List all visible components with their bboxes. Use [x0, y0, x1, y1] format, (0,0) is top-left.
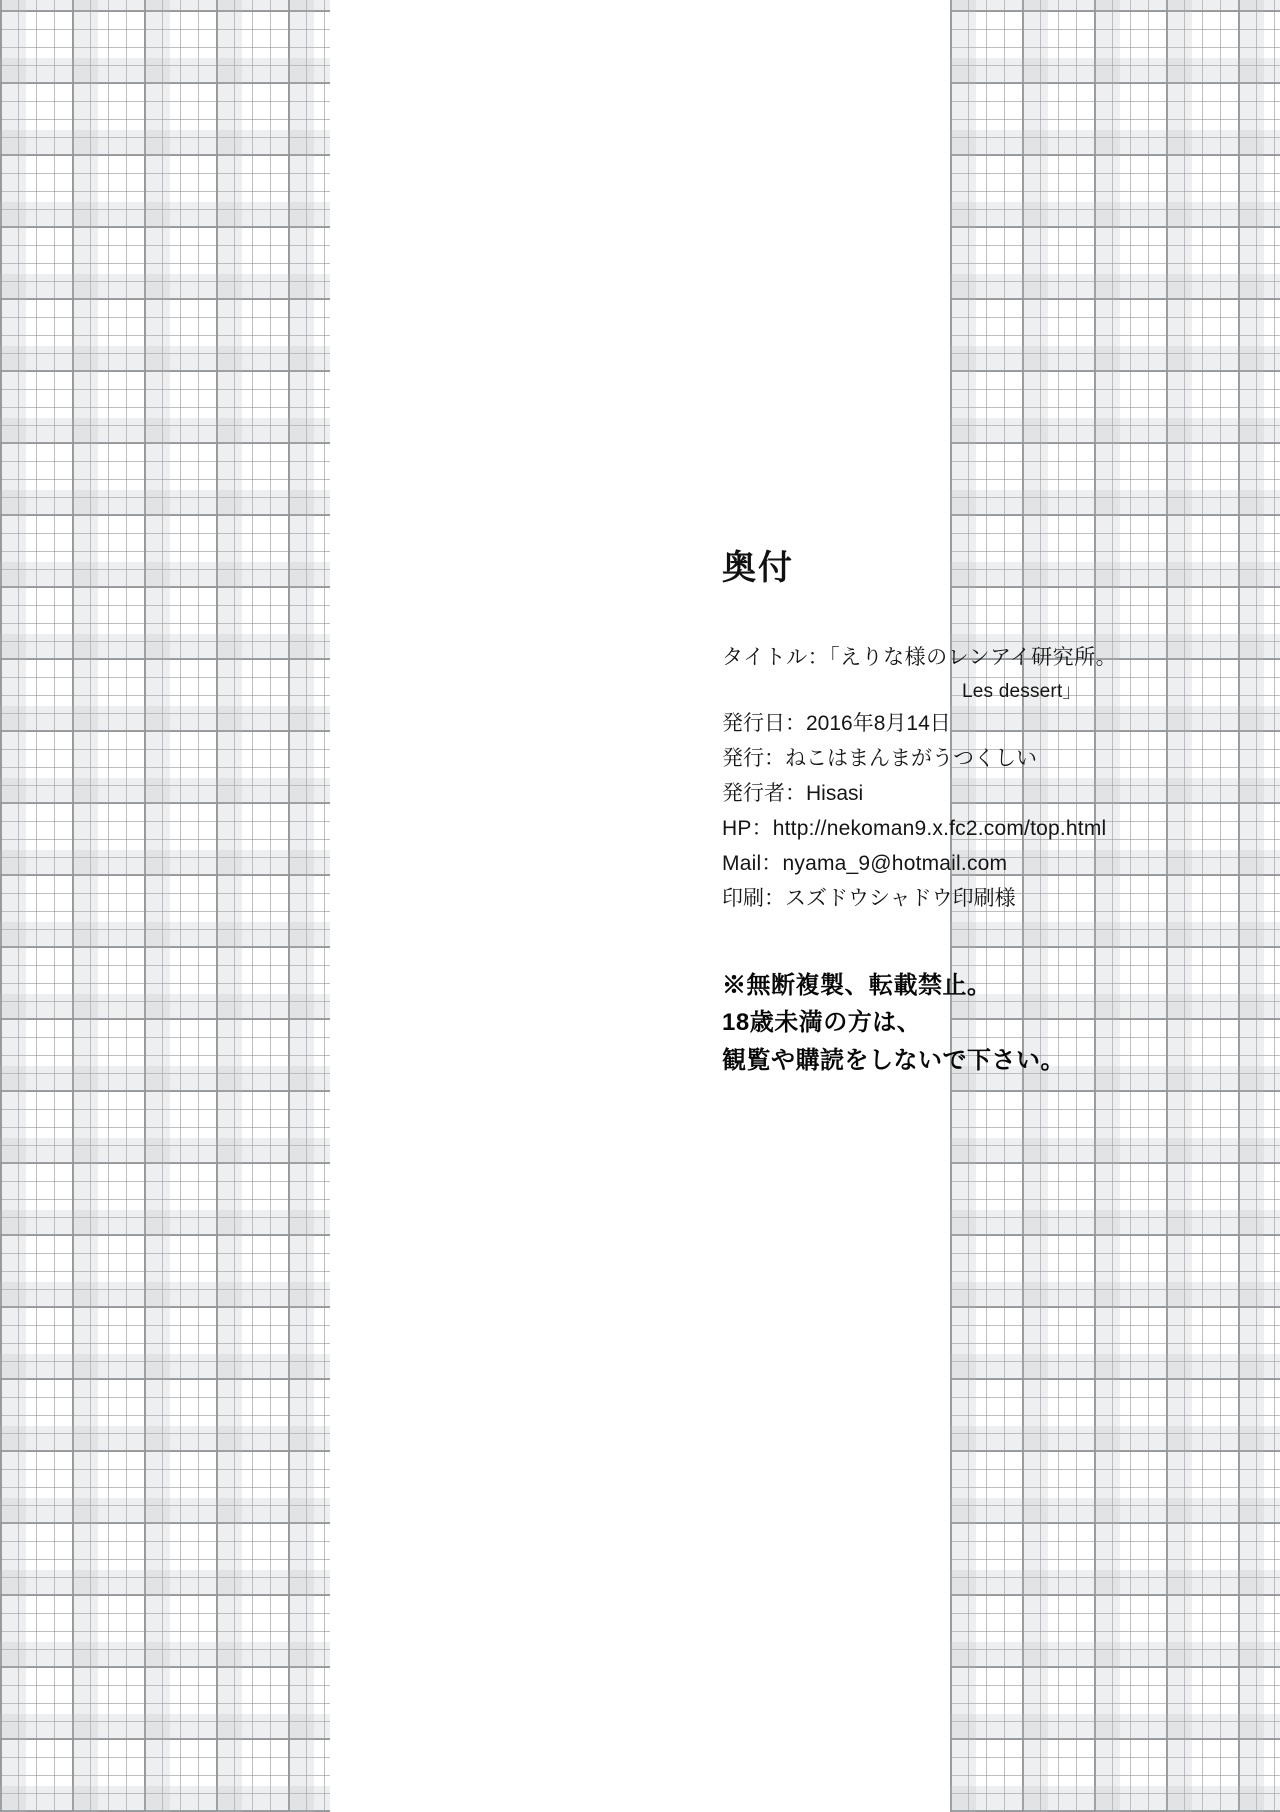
- left-plaid-border: [0, 0, 330, 1812]
- colophon-title-line-2: Les dessert」: [962, 680, 1082, 702]
- colophon-printer: 印刷：スズドウシャドウ印刷様: [722, 886, 1016, 910]
- colophon-homepage: HP：http://nekoman9.x.fc2.com/top.html: [722, 816, 1107, 840]
- colophon-publish-date: 発行日：2016年8月14日: [722, 712, 951, 736]
- colophon-notice: [722, 967, 1280, 1081]
- colophon-circle: 発行：ねこはまんまがうつくしい: [722, 747, 1037, 771]
- notice-line-2: 18歳未満の方は、: [722, 1009, 922, 1037]
- colophon-metadata-list: [722, 641, 1280, 917]
- notice-line-1: ※無断複製、転載禁止。: [722, 971, 992, 999]
- colophon-heading: 奥付: [722, 549, 794, 587]
- notice-line-3: 観覧や購読をしないで下さい。: [722, 1047, 1065, 1075]
- colophon-publisher: 発行者：Hisasi: [722, 782, 864, 806]
- colophon-block: [722, 540, 1280, 1080]
- colophon-mail: Mail：nyama_9@hotmail.com: [722, 851, 1008, 875]
- page-center-column: [330, 0, 1118, 1812]
- colophon-title-line-1: タイトル：「えりな様のレンアイ研究所。: [722, 646, 1118, 669]
